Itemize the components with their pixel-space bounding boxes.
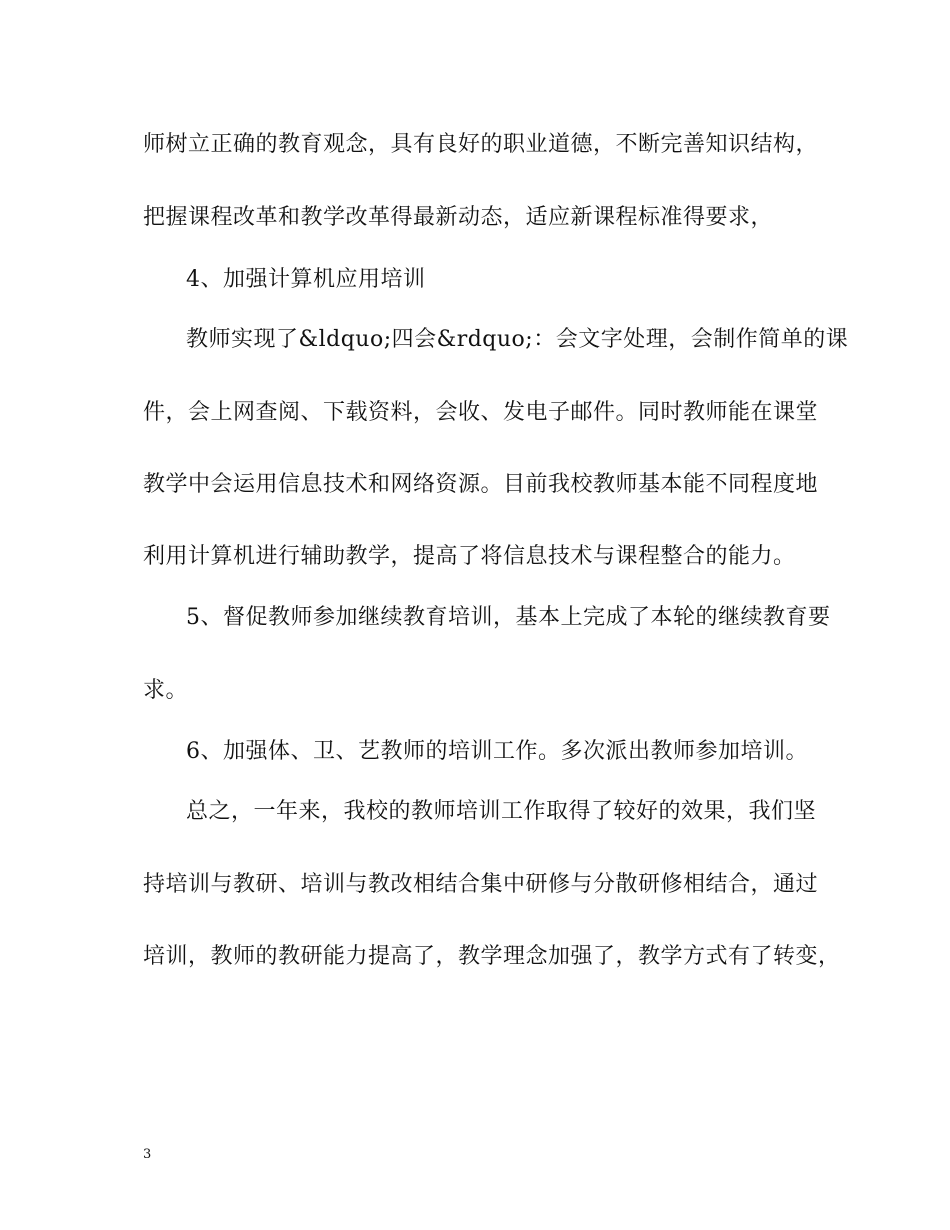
paragraph-start: 教师实现了&ldquo;四会&rdquo;：会文字处理，会制作简单的课: [186, 327, 849, 352]
list-item-heading: 4、加强计算机应用培训: [186, 267, 426, 292]
list-item: 6、加强体、卫、艺教师的培训工作。多次派出教师参加培训。: [186, 739, 808, 764]
paragraph-start: 总之，一年来，我校的教师培训工作取得了较好的效果，我们坚: [186, 799, 817, 824]
text-line: 师树立正确的教育观念，具有良好的职业道德，不断完善知识结构，: [143, 132, 819, 157]
text-line: 持培训与教研、培训与教改相结合集中研修与分散研修相结合，通过: [143, 872, 819, 897]
text-line: 培训，教师的教研能力提高了，教学理念加强了，教学方式有了转变，: [143, 944, 841, 969]
page-number: 3: [143, 1147, 152, 1162]
text-line: 利用计算机进行辅助教学，提高了将信息技术与课程整合的能力。: [143, 544, 796, 569]
text-line: 教学中会运用信息技术和网络资源。目前我校教师基本能不同程度地: [143, 472, 819, 497]
text-line: 求。: [143, 678, 189, 703]
text-line: 把握课程改革和教学改革得最新动态，适应新课程标准得要求，: [143, 205, 774, 230]
list-item: 5、督促教师参加继续教育培训，基本上完成了本轮的继续教育要: [186, 605, 831, 630]
text-line: 件，会上网查阅、下载资料，会收、发电子邮件。同时教师能在课堂: [143, 400, 819, 425]
